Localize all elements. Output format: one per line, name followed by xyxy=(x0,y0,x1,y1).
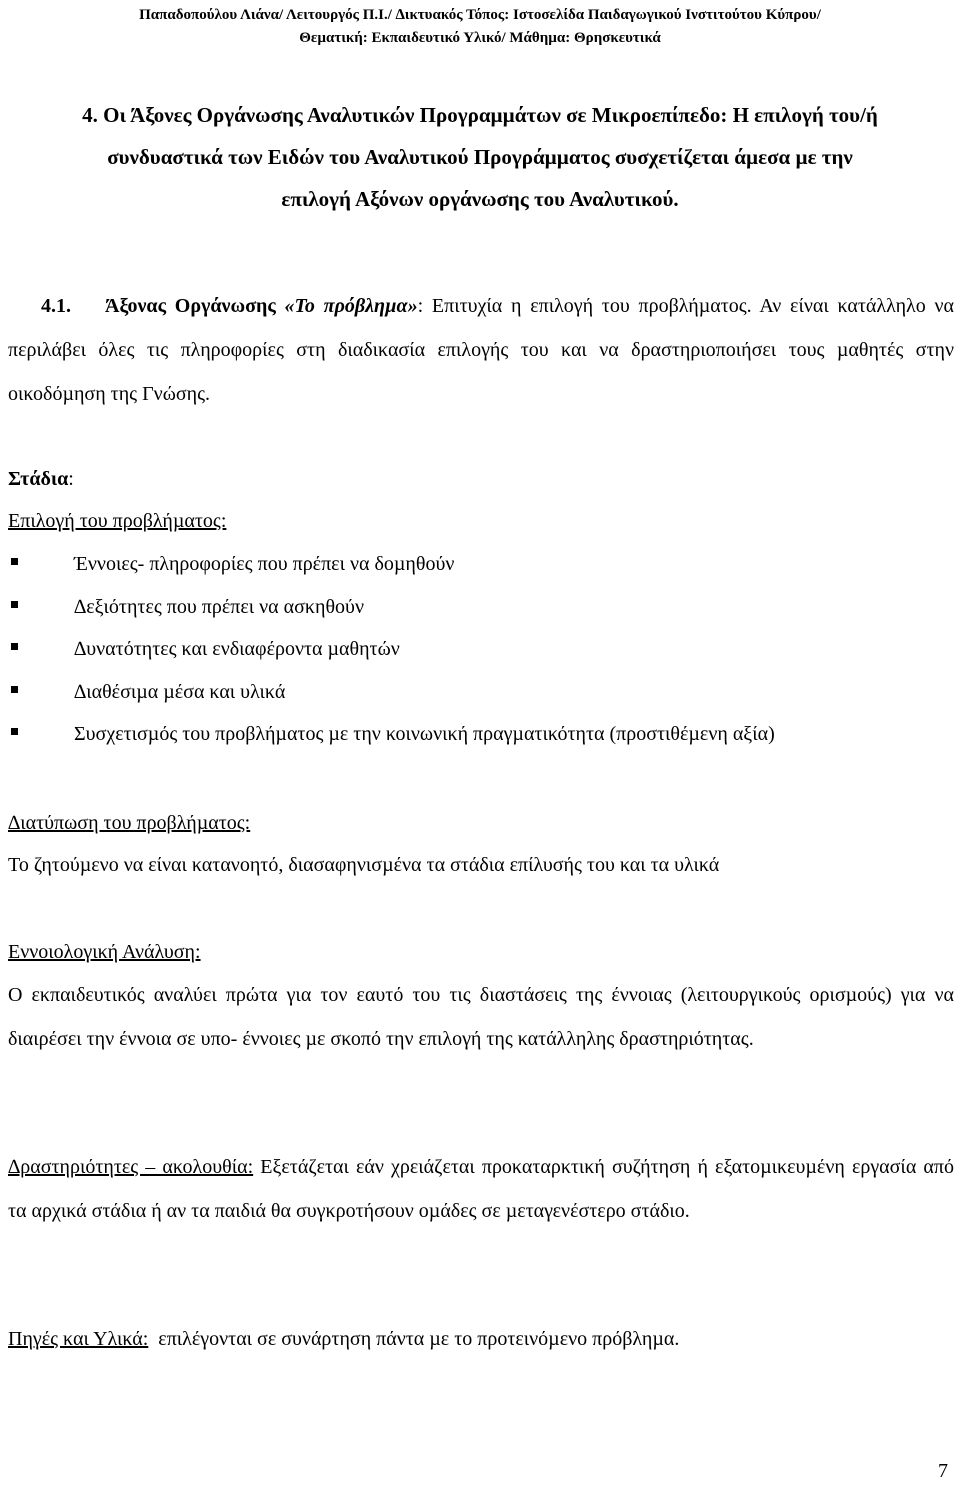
axis-colon: : xyxy=(417,295,424,317)
sources-paragraph xyxy=(8,1324,679,1354)
bullet-square-icon xyxy=(11,558,18,565)
activities-label: ∆ραστηριότητες – ακολουθία: xyxy=(8,1156,254,1178)
bullet-square-icon xyxy=(11,601,18,608)
stages-heading: Στάδια: xyxy=(8,468,74,490)
list-item: ∆εξιότητες που πρέπει να ασκηθούν xyxy=(8,588,775,631)
bullet-square-icon xyxy=(11,686,18,693)
axis-label: Άξονας Οργάνωσης xyxy=(105,295,276,317)
section-4-1 xyxy=(8,284,954,416)
formulation-label: ∆ιατύπωση του προβλήµατος: xyxy=(8,812,251,834)
section-4-1-text: Επιτυχία η επιλογή του προβλήµατος. Αν είναι κατάλληλο να περιλάβει όλες τις πληροφορίες στη διαδικασία επιλογής του και να δραστηριοποιήσει τους µαθητές στην οικοδόµηση της Γνώσης. xyxy=(8,295,955,405)
list-item: ∆ιαθέσιµα µέσα και υλικά xyxy=(8,673,775,716)
list-item: ∆υνατότητες και ενδιαφέροντα µαθητών xyxy=(8,630,775,673)
formulation-text: Το ζητούµενο να είναι κατανοητό, διασαφηνισµένα τα στάδια επίλυσής του και τα υλικά xyxy=(8,854,720,876)
page-header xyxy=(0,4,960,50)
list-item: Έννοιες- πληροφορίες που πρέπει να δοµηθούν xyxy=(8,545,775,588)
section-number: 4.1. xyxy=(41,295,71,317)
title-line-1: 4. Οι Άξονες Οργάνωσης Αναλυτικών Προγραµµάτων σε Μικροεπίπεδο: Η επιλογή του/ή xyxy=(82,103,878,127)
section-title xyxy=(8,94,952,220)
selection-label: Επιλογή του προβλήµατος: xyxy=(8,510,227,532)
header-line-2: Θεµατική: Εκπαιδευτικό Υλικό/ Μάθηµα: Θρησκευτικά xyxy=(299,30,661,46)
title-line-2: συνδυαστικά των Ειδών του Αναλυτικού Προγράµµατος συσχετίζεται άµεσα µε την xyxy=(107,145,853,169)
header-line-1: Παπαδοπούλου Λιάνα/ Λειτουργός Π.Ι./ ∆ικτυακός Τόπος: Ιστοσελίδα Παιδαγωγικού Ινστιτούτου Κύπρου/ xyxy=(139,7,821,23)
sources-label: Πηγές και Υλικά: xyxy=(8,1328,149,1350)
conceptual-label: Εννοιολογική Ανάλυση: xyxy=(8,941,201,963)
sources-text: επιλέγονται σε συνάρτηση πάντα µε το προτεινόµενο πρόβληµα. xyxy=(158,1328,680,1350)
page-number: 7 xyxy=(938,1460,948,1482)
stage-list xyxy=(8,545,775,758)
activities-text: Εξετάζεται εάν χρειάζεται προκαταρκτική συζήτηση ή εξατοµικευµένη εργασία από τα αρχικά στάδια ή αν τα παιδιά θα συγκροτήσουν οµάδες σε µεταγενέστερο στάδιο. xyxy=(8,1156,954,1222)
activities-paragraph xyxy=(8,1145,954,1233)
axis-name: «Το πρόβληµα» xyxy=(284,295,418,317)
bullet-square-icon xyxy=(11,728,18,735)
conceptual-text: Ο εκπαιδευτικός αναλύει πρώτα για τον εαυτό του τις διαστάσεις της έννοιας (λειτουργικούς ορισµούς) για να διαιρέσει την έννοια σε υπο- έννοιες µε σκοπό την επιλογή της κατάλληλης δραστηριότητας. xyxy=(8,984,954,1050)
title-line-3: επιλογή Αξόνων οργάνωσης του Αναλυτικού. xyxy=(281,187,679,211)
bullet-square-icon xyxy=(11,643,18,650)
list-item: Συσχετισµός του προβλήµατος µε την κοινωνική πραγµατικότητα (προστιθέµενη αξία) xyxy=(8,715,775,758)
